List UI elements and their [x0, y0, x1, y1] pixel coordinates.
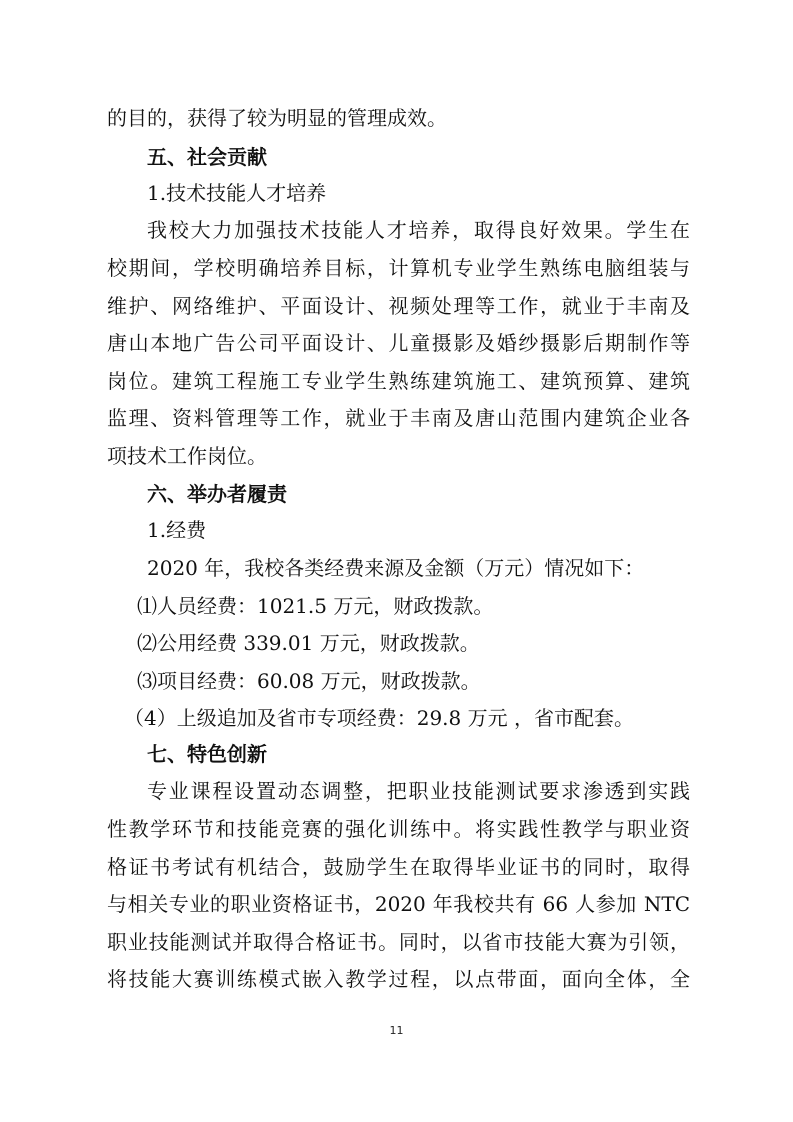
page-number: 11 [389, 1024, 404, 1037]
body-text-line: 的目的，获得了较为明显的管理成效。 [107, 106, 447, 130]
body-text-line: 岗位。建筑工程施工专业学生熟练建筑施工、建筑预算、建筑 [107, 369, 690, 393]
body-text-line: 唐山本地广告公司平面设计、儿童摄影及婚纱摄影后期制作等 [107, 331, 690, 355]
section-heading-sponsor-duties: 六、举办者履责 [147, 482, 287, 506]
body-text-line: 项技术工作岗位。 [107, 444, 267, 468]
funding-item-special: （4）上级追加及省市专项经费：29.8 万元 ，省市配套。 [124, 706, 634, 730]
subheading-talent-training: 1.技术技能人才培养 [147, 181, 327, 205]
funding-item-public: ⑵公用经费 339.01 万元，财政拨款。 [137, 631, 480, 655]
body-text-line: 格证书考试有机结合，鼓励学生在取得毕业证书的同时，取得 [107, 855, 690, 879]
body-text-line: 监理、资料管理等工作，就业于丰南及唐山范围内建筑企业各 [107, 406, 690, 430]
funding-item-personnel: ⑴人员经费：1021.5 万元，财政拨款。 [137, 594, 494, 618]
body-text-line: 校期间，学校明确培养目标，计算机专业学生熟练电脑组装与 [107, 256, 690, 280]
funding-item-project: ⑶项目经费：60.08 万元，财政拨款。 [137, 669, 481, 693]
section-heading-social-contribution: 五、社会贡献 [147, 145, 267, 169]
body-text-line: 性教学环节和技能竞赛的强化训练中。将实践性教学与职业资 [107, 817, 690, 841]
section-heading-innovation: 七、特色创新 [147, 742, 267, 766]
body-text-line: 将技能大赛训练模式嵌入教学过程，以点带面，面向全体，全 [107, 967, 690, 991]
body-text-line: 职业技能测试并取得合格证书。同时，以省市技能大赛为引领， [107, 930, 690, 954]
body-text-line: 维护、网络维护、平面设计、视频处理等工作，就业于丰南及 [107, 294, 690, 318]
body-text-line: 专业课程设置动态调整，把职业技能测试要求渗透到实践 [147, 779, 690, 803]
body-text-line: 与相关专业的职业资格证书，2020 年我校共有 66 人参加 NTC [107, 892, 690, 916]
funding-intro-line: 2020 年，我校各类经费来源及金额（万元）情况如下： [147, 556, 645, 580]
body-text-line: 我校大力加强技术技能人才培养，取得良好效果。学生在 [147, 218, 690, 242]
subheading-funding: 1.经费 [147, 518, 207, 542]
